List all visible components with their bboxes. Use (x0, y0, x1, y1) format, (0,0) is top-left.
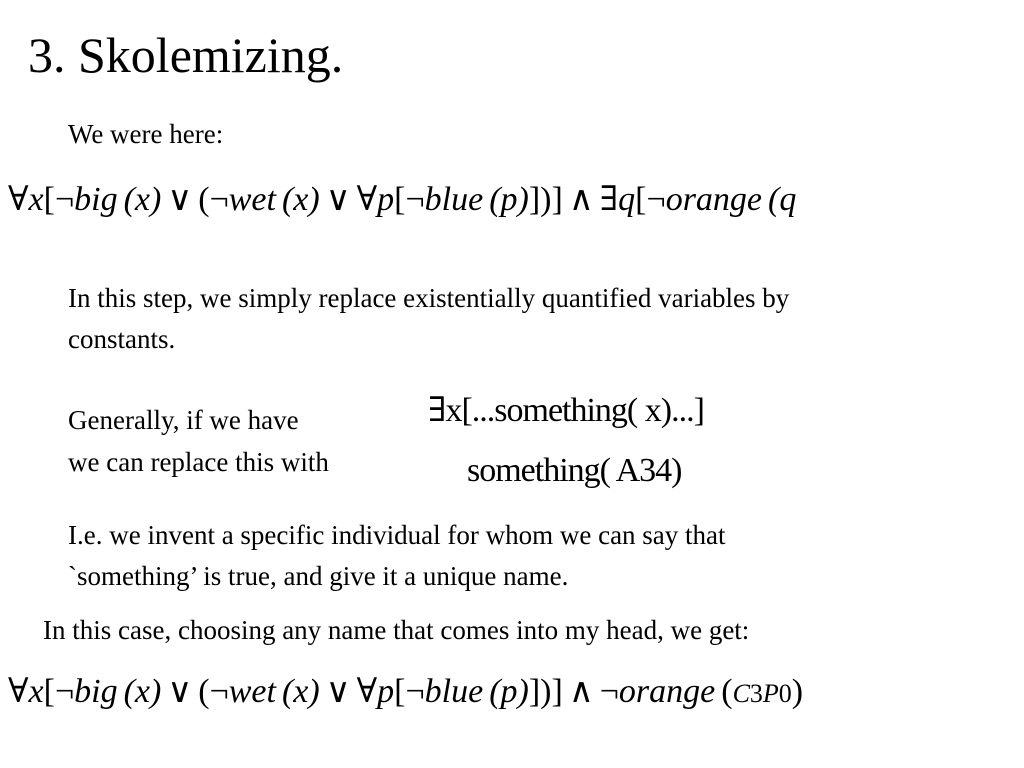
arg-x: (x) (123, 181, 162, 218)
formula-original (8, 183, 796, 217)
bracket: [ (394, 673, 406, 710)
predicate-wet: wet (228, 181, 276, 218)
predicate-blue: blue (424, 181, 484, 218)
or-symbol: ∨ (167, 181, 193, 218)
const-0: 0 (778, 679, 792, 708)
bracket: [ (394, 181, 406, 218)
neg-symbol: ¬ (599, 673, 619, 710)
arg-p: (p) (489, 673, 529, 710)
arg-q: (q (768, 181, 797, 218)
const-p: P (762, 679, 779, 708)
example-replacement: something( A34) (467, 452, 682, 489)
and-symbol: ∧ (568, 181, 594, 218)
or-symbol: ∨ (325, 181, 351, 218)
neg-symbol: ¬ (405, 673, 425, 710)
predicate-orange: orange (665, 181, 763, 218)
bracket: [ (43, 673, 55, 710)
neg-symbol: ¬ (54, 181, 75, 218)
explanation-line-1: In this step, we simply replace existentially quantified variables by (68, 283, 790, 313)
const-c: C (732, 679, 750, 708)
arg-x: (x) (123, 673, 162, 710)
forall-symbol: ∀ (356, 181, 378, 218)
arg-p: (p) (489, 181, 529, 218)
forall-symbol: ∀ (8, 673, 29, 710)
var-p: p (377, 673, 395, 710)
and-symbol: ∧ (568, 673, 594, 710)
paren: ( (198, 181, 210, 218)
predicate-big: big (74, 673, 118, 710)
const-3: 3 (749, 679, 763, 708)
neg-symbol: ¬ (54, 673, 75, 710)
skolem-constant (733, 679, 792, 708)
or-symbol: ∨ (167, 673, 193, 710)
or-symbol: ∨ (325, 673, 351, 710)
arg-x: (x) (281, 673, 320, 710)
var-x: x (28, 181, 44, 218)
bracket: [ (635, 181, 647, 218)
predicate-orange: orange (618, 673, 716, 710)
slide-title: 3. Skolemizing. (28, 27, 344, 83)
case-text: In this case, choosing any name that comes into my head, we get: (43, 615, 750, 645)
forall-symbol: ∀ (8, 181, 29, 218)
example-exists-expression: ∃x[...something( x)...] (428, 392, 704, 429)
closing-brackets: ])] (528, 181, 563, 218)
ie-line-1: I.e. we invent a specific individual for whom we can say that (68, 520, 726, 550)
neg-symbol: ¬ (405, 181, 425, 218)
ie-line-2: `something’ is true, and give it a unique name. (68, 561, 569, 591)
forall-symbol: ∀ (356, 673, 378, 710)
bracket: [ (43, 181, 55, 218)
closing-brackets: ])] (528, 673, 563, 710)
paren: ( (198, 673, 210, 710)
var-q: q (618, 181, 636, 218)
generally-line-2: we can replace this with (68, 447, 329, 477)
neg-symbol: ¬ (209, 181, 229, 218)
predicate-blue: blue (424, 673, 484, 710)
formula-skolemized (8, 675, 803, 709)
generally-line-1: Generally, if we have (68, 405, 299, 435)
neg-symbol: ¬ (646, 181, 666, 218)
neg-symbol: ¬ (209, 673, 229, 710)
predicate-wet: wet (228, 673, 276, 710)
exists-symbol: ∃ (599, 181, 619, 218)
paren-close: ) (791, 673, 804, 710)
predicate-big: big (74, 181, 118, 218)
intro-text: We were here: (68, 119, 224, 149)
paren: ( (721, 673, 733, 710)
explanation-line-2: constants. (68, 324, 176, 354)
var-x: x (28, 673, 44, 710)
arg-x: (x) (281, 181, 320, 218)
var-p: p (377, 181, 395, 218)
